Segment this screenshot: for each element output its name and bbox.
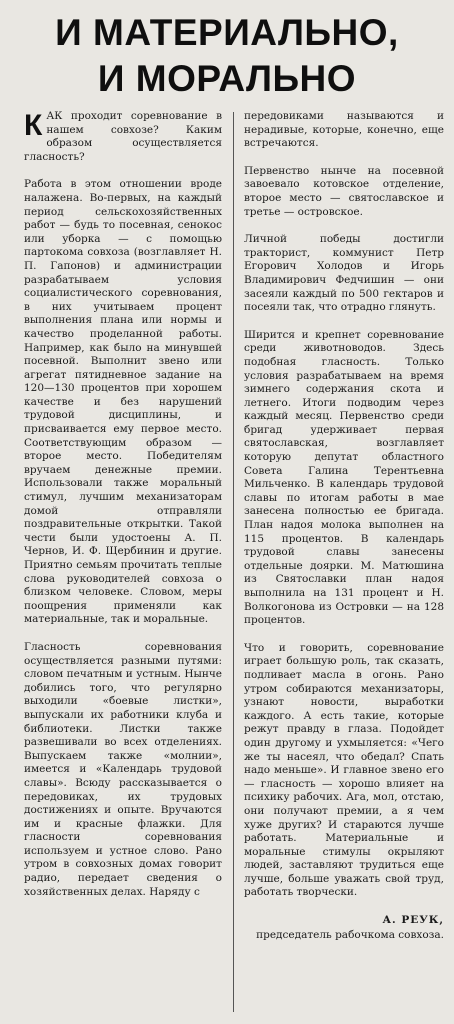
lead-paragraph [24,110,222,164]
paragraph: Гласность соревнования осуществляется разными путями: словом печатным и устным. Нынче добились того, что регулярно выходили «боевые листки», выпускали их работники клуба и библиотеки. Листки также развешивали во всех отделениях. Выпускаем также «молнии», имеется и «Календарь трудовой славы». Всюду рассказывается о передовиках, их трудовых достижениях и опыте. Вручаются им и красные флажки. Для гласности соревнования используем и устное слово. Рано утром в совхозных домах говорит радио, передает сведения о хозяйственных делах. Наряду с [24,640,222,898]
headline-line-1: И МАТЕРИАЛЬНО, [55,12,399,53]
paragraph: Личной победы достигли тракторист, коммунист Петр Егорович Холодов и Игорь Владимирович Федчишин — они засеяли каждый по 500 гектаров и посеяли так, что отрадно глянуть. [244,233,444,314]
column-divider [233,112,234,1012]
author-position: председатель рабочкома совхоза. [256,929,444,942]
author-name: А. РЕУК, [382,914,444,927]
paragraph: Что и говорить, соревнование играет большую роль, так сказать, подливает масла в огонь. Рано утром собираются механизаторы, узнают новости, выработки каждого. А есть такие, которые режут правду в глаза. Подойдет один другому и ухмыляется: «Чего же ты насеял, что обедал? Спать надо меньше». И главное звено его — гласность — хорошо влияет на психику рабочих. Ага, мол, отстаю, они получают премии, а я чем хуже других? И стараются лучше работать. Материальные и моральные стимулы окрыляют людей, заставляют трудиться еще лучше, больше уважать свой труд, работать творчески. [244,641,444,899]
paragraph: передовиками называются и нерадивые, которые, конечно, еще встречаются. [244,110,444,150]
article-column-left [24,110,222,913]
paragraph: Работа в этом отношении вроде налажена. Во-первых, на каждый период сельскохозяйственных работ — будь то посевная, сенокос или уборка — с помощью партокома совхоза (возглавляет Н. П. Гапонов) и администрации разрабатываем условия социалистического соревнования, в них учитываем процент выполнения плана или нормы и качество проделанной работы. Например, как было на минувшей посевной. Выполнит звено или агрегат пятидневное задание на 120—130 процентов при хорошем качестве и без нарушений трудовой дисциплины, и присваивается ему первое место. Соответствующим образом — второе место. Победителям вручаем денежные премии. Использовали также моральный стимул, лучшим механизаторам домой отправляли поздравительные открытки. Такой чести были удостоены А. П. Чернов, И. Ф. Щербинин и другие. Приятно семьям прочитать теплые слова руководителей совхоза о близком человеке. Словом, меры поощрения применяли как материальные, так и моральные. [24,178,222,626]
headline [0,10,454,102]
paragraph: Первенство нынче на посевной завоевало котовское отделение, второе место — святославское и третье — островское. [244,164,444,218]
drop-cap: К [24,109,43,142]
headline-line-2: И МОРАЛЬНО [97,58,357,99]
lead-text: АК проходит соревнование в нашем совхозе? Каким образом осуществляется гласность? [24,110,222,163]
article-column-right [244,110,444,942]
paragraph: Ширится и крепнет соревнование среди животноводов. Здесь подобная гласность. Только условия разрабатываем на время зимнего содержания скота и летнего. Итоги подводим через каждый месяц. Первенство среди бригад удерживает первая святославская, возглавляет которую депутат областного Совета Галина Терентьевна Мильченко. В календарь трудовой славы по итогам работы в мае занесена полностью ее бригада. План надоя молока выполнен на 115 процентов. В календарь трудовой славы занесены отдельные доярки. М. Матюшина из Святославки план надоя выполнила на 131 процент и Н. Волкогонова из Островки — на 128 процентов. [244,328,444,627]
